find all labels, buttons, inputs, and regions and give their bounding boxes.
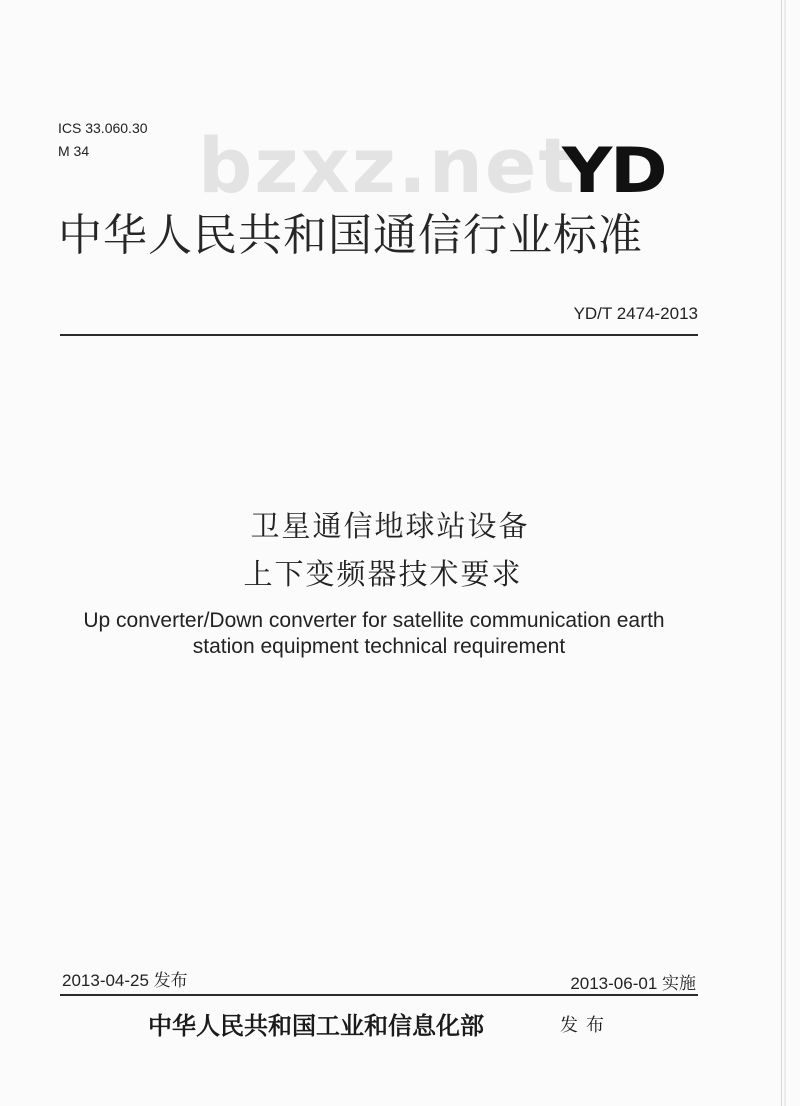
chinese-title-line-1: 卫星通信地球站设备 — [250, 509, 530, 543]
implementation-date: 2013-06-01 实施 — [570, 974, 696, 993]
standard-number: YD/T 2474-2013 — [573, 304, 698, 323]
chinese-title-line-2: 上下变频器技术要求 — [243, 557, 523, 591]
english-title-line-1: Up converter/Down converter for satellite communication earth — [83, 609, 665, 632]
english-title-line-2: station equipment technical requirement — [192, 635, 566, 658]
watermark: bzxz.net — [198, 121, 577, 210]
footer-divider — [60, 994, 698, 996]
yd-logo: YD — [562, 134, 666, 207]
header-divider — [60, 334, 698, 336]
category-code: M 34 — [58, 143, 90, 159]
standard-title: 中华人民共和国通信行业标准 — [58, 210, 643, 261]
ics-code: ICS 33.060.30 — [58, 120, 148, 136]
publish-label: 发布 — [560, 1015, 612, 1036]
publisher-name: 中华人民共和国工业和信息化部 — [148, 1011, 484, 1040]
issue-date: 2013-04-25 发布 — [62, 971, 188, 990]
